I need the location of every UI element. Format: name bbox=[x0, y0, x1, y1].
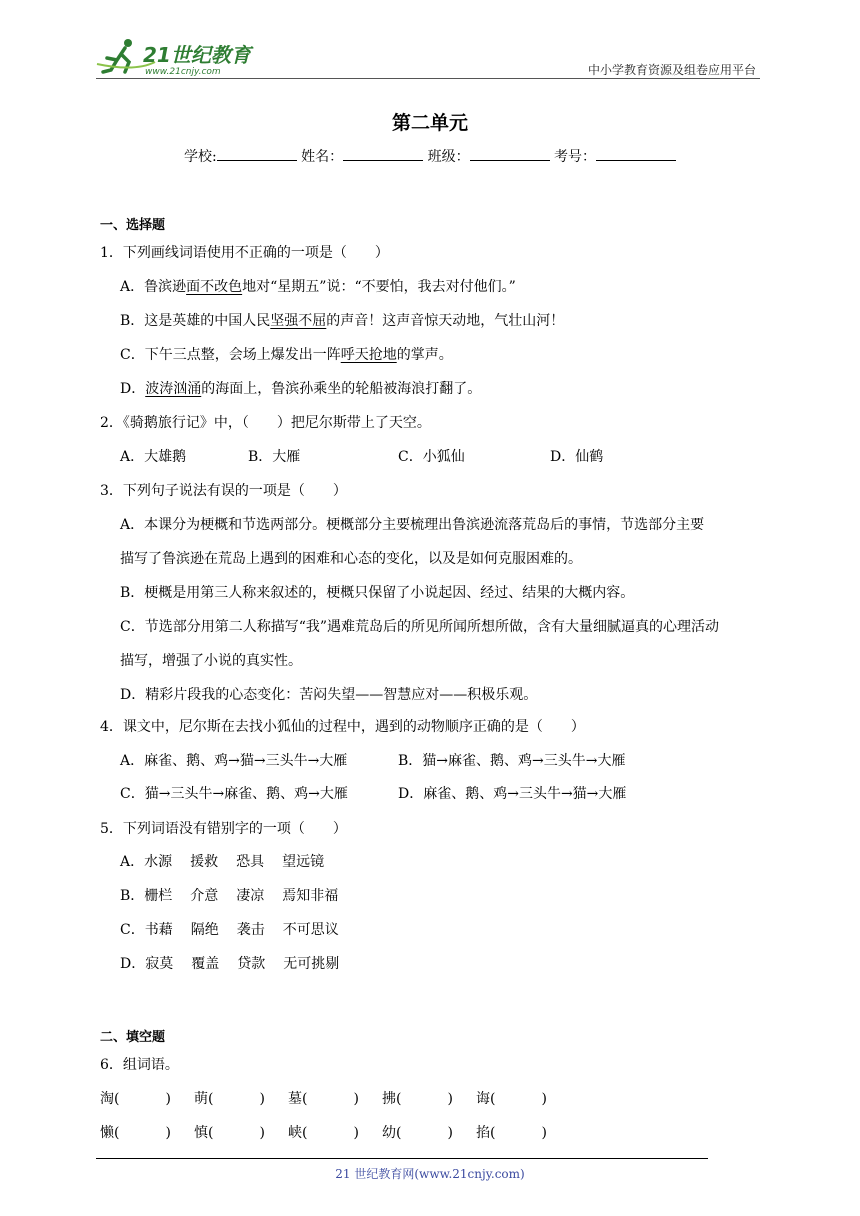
logo-url: www.21cnjy.com bbox=[145, 67, 221, 77]
option-d: D．仙鹤 bbox=[550, 449, 604, 465]
question-stem: 1．下列画线词语使用不正确的一项是（ ） bbox=[100, 245, 389, 261]
option-b: B．大雁 bbox=[248, 449, 301, 465]
option-b: B．栅栏 介意 凄凉 焉知非福 bbox=[120, 888, 339, 904]
school-blank[interactable] bbox=[217, 148, 297, 161]
fill-item[interactable]: 峡( ) bbox=[288, 1125, 359, 1141]
option-c: C．下午三点整，会场上爆发出一阵呼天抢地的掌声。 bbox=[120, 347, 453, 363]
logo-text: 21世纪教育 bbox=[143, 43, 251, 67]
question-stem: 5．下列词语没有错别字的一项（ ） bbox=[100, 821, 347, 837]
class-label: 班级： bbox=[427, 149, 470, 165]
footer-text: 21 世纪教育网(www.21cnjy.com) bbox=[335, 1167, 525, 1181]
option-b: B．猫→麻雀、鹅、鸡→三头牛→大雁 bbox=[398, 753, 626, 769]
fill-item[interactable]: 诲( ) bbox=[476, 1091, 547, 1107]
page-title: 第二单元 bbox=[391, 112, 468, 134]
school-label: 学校: bbox=[183, 149, 217, 165]
question-stem: 2．《骑鹅旅行记》中，（ ）把尼尔斯带上了天空。 bbox=[100, 415, 431, 431]
fill-item[interactable]: 萌( ) bbox=[194, 1091, 265, 1107]
student-info bbox=[0, 146, 860, 166]
name-blank[interactable] bbox=[343, 148, 423, 161]
site-logo bbox=[95, 36, 260, 78]
option-d: D．寂莫 覆盖 贷款 无可挑剔 bbox=[120, 956, 340, 972]
option-a: A．鲁滨逊面不改色地对“星期五”说：“不要怕，我去对付他们。” bbox=[120, 279, 516, 295]
option-c: C．小狐仙 bbox=[398, 449, 465, 465]
fill-row bbox=[100, 1122, 570, 1142]
class-blank[interactable] bbox=[470, 148, 550, 161]
header-divider bbox=[96, 78, 760, 79]
option-b: B．梗概是用第三人称来叙述的，梗概只保留了小说起因、经过、结果的大概内容。 bbox=[120, 585, 635, 601]
footer-divider bbox=[96, 1158, 708, 1159]
question-stem: 4．课文中，尼尔斯在去找小狐仙的过程中，遇到的动物顺序正确的是（ ） bbox=[100, 719, 585, 735]
option-b: B．这是英雄的中国人民坚强不屈的声音！这声音惊天动地，气壮山河！ bbox=[120, 313, 565, 329]
option-a: A．本课分为梗概和节选两部分。梗概部分主要梳理出鲁滨逊流落荒岛后的事情，节选部分主要 bbox=[120, 517, 705, 533]
option-d: D．精彩片段我的心态变化：苦闷失望——智慧应对——积极乐观。 bbox=[120, 687, 538, 703]
section-heading: 一、选择题 bbox=[100, 218, 166, 233]
question-stem: 3．下列句子说法有误的一项是（ ） bbox=[100, 483, 347, 499]
fill-item[interactable]: 墓( ) bbox=[288, 1091, 359, 1107]
name-label: 姓名： bbox=[301, 149, 344, 165]
option-a: A．水源 援救 恐具 望远镜 bbox=[120, 854, 325, 870]
option-a: A．麻雀、鹅、鸡→猫→三头牛→大雁 bbox=[120, 753, 348, 769]
fill-item[interactable]: 掐( ) bbox=[476, 1125, 547, 1141]
platform-name: 中小学教育资源及组卷应用平台 bbox=[587, 63, 756, 77]
fill-item[interactable]: 淘( ) bbox=[100, 1091, 171, 1107]
option-a: A．大雄鹅 bbox=[120, 449, 187, 465]
option-a-cont: 描写了鲁滨逊在荒岛上遇到的困难和心态的变化，以及是如何克服困难的。 bbox=[120, 551, 582, 567]
fill-item[interactable]: 懒( ) bbox=[100, 1125, 171, 1141]
exam-no-blank[interactable] bbox=[596, 148, 676, 161]
option-c-cont: 描写，增强了小说的真实性。 bbox=[120, 653, 302, 669]
option-c: C．书藉 隔绝 袭击 不可思议 bbox=[120, 922, 339, 938]
option-c: C．猫→三头牛→麻雀、鹅、鸡→大雁 bbox=[120, 786, 348, 802]
section-heading: 二、填空题 bbox=[100, 1030, 166, 1045]
fill-item[interactable]: 幼( ) bbox=[382, 1125, 453, 1141]
option-c: C．节选部分用第二人称描写“我”遇难荒岛后的所见所闻所想所做，含有大量细腻逼真的心理活动 bbox=[120, 619, 720, 635]
question-stem: 6．组词语。 bbox=[100, 1057, 179, 1073]
fill-row bbox=[100, 1088, 570, 1108]
fill-item[interactable]: 拂( ) bbox=[382, 1091, 453, 1107]
fill-item[interactable]: 慎( ) bbox=[194, 1125, 265, 1141]
exam-no-label: 考号： bbox=[554, 149, 597, 165]
option-d: D．麻雀、鹅、鸡→三头牛→猫→大雁 bbox=[398, 786, 627, 802]
option-d: D．波涛汹涌的海面上，鲁滨孙乘坐的轮船被海浪打翻了。 bbox=[120, 381, 482, 397]
